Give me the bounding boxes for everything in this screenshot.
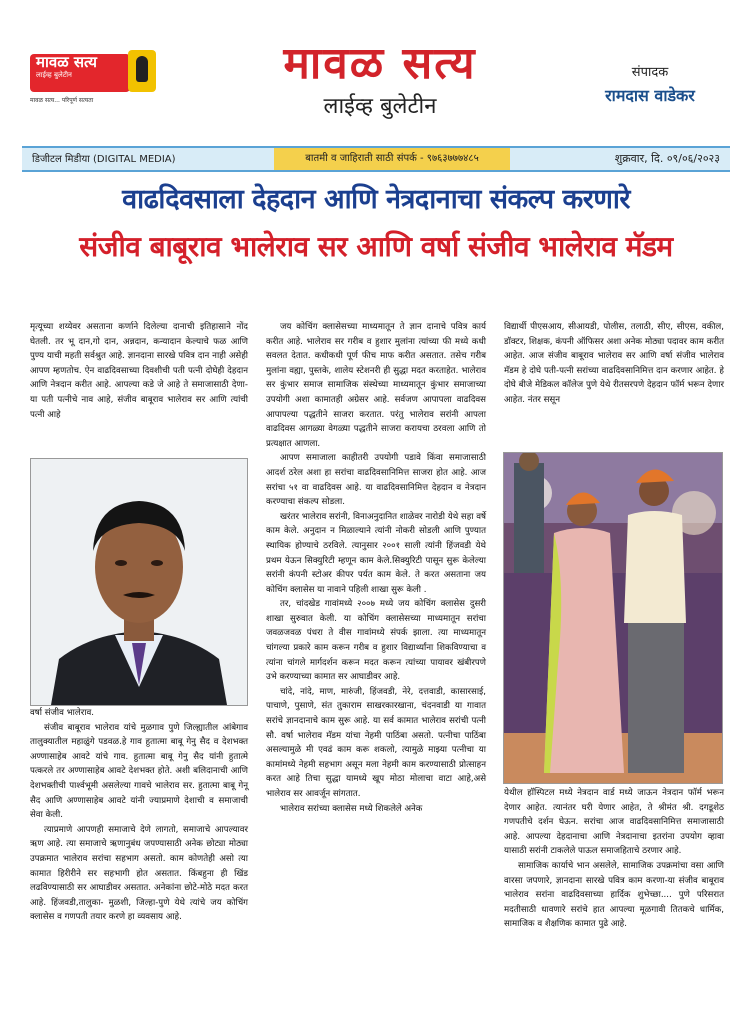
article-paragraph: विद्यार्थी पीएसआय, सीआयडी, पोलीस, तलाठी, सीए, सीएस, वकील, डॉक्टर, शिक्षक, कंपनी ऑफिसर अशा अनेक मोठ्या पदावर काम करीत आहेत. आज संजीव बाबूराव भालेराव सर आणि वर्षा संजीव भालेराव मॅडम हे दोघे पती-पत्नी सरांच्या वाढदिवसानिमित्त दान करणार आहेत. हे दोघे बीजे मेडिकल कॉलेज पुणे येथे रीतसरपणे देहदान फॉर्म भरून देणार आहेत. नंतर ससून <box>504 322 724 405</box>
article-column-2 <box>266 320 486 816</box>
article-paragraph: मृत्यूच्या शय्येवर असताना कर्णाने दिलेल्या दानाची इतिहासाने नोंद घेतली. तर भू दान,गो दान, अन्नदान, कन्यादान केल्याचे फळ आणि पुण्य याची महती सर्वश्रुत आहे. ज्ञानदाना सारखे पवित्र दान नाही असेही आपण म्हणतोच. ऐन वाढदिवसाच्या दिवशीची पती पत्नी दोघेही देहदान आणि नेत्रदान करीत आहे. आपल्या कडे जे आहे ते समाजासाठी देणा-या पती पत्नीचे नाव आहे, संजीव बाबूराव भालेराव सर आणि त्यांची पत्नी आहे <box>30 322 248 420</box>
digital-media-label: डिजीटल मिडीया (DIGITAL MEDIA) <box>32 154 176 165</box>
contact-info: बातमी व जाहिराती साठी संपर्क - ९७६३७७७४८५ <box>274 148 510 170</box>
article-paragraph: भालेराव सरांच्या क्लासेस मध्ये शिकलेले अनेक <box>280 803 423 814</box>
article-column-1-bottom <box>30 706 248 925</box>
article-column-1-top <box>30 320 248 422</box>
headline-line-1: वाढदिवसाला देहदान आणि नेत्रदानाचा संकल्प करणारे <box>122 184 630 215</box>
headline-line-2: संजीव बाबूराव भालेराव सर आणि वर्षा संजीव भालेराव मॅडम <box>79 230 673 263</box>
article-paragraph: आपण समाजाला काहीतरी उपयोगी पडावे किंवा समाजासाठी आदर्श ठरेल अशा हा सरांचा वाढदिवसानिमित्त साजरा होत आहे. आज सरांचा ५१ वा वाढदिवस आहे. या वाढदिवसानिमित्त देहदान व नेत्रदान करण्याचा संकल्प सोडला. <box>266 453 486 508</box>
logo-subtitle: लाईव्ह बुलेटीन <box>36 71 72 79</box>
masthead-title: मावळ सत्य <box>283 38 477 89</box>
article-column-3-bottom <box>504 786 724 932</box>
article-paragraph: खरंतर भालेराव सरांनी, विनाअनुदानित शाळेवर नारोडी येथे सहा वर्षे काम केले. अनुदान न मिळाल्याने त्यांनी नोकरी सोडली आणि पुण्यात स्थायिक होण्याचे ठरविले. त्यानुसार २००१ साली त्यांनी हिंजवडी येथे प्रथम येऊन सिक्युरिटी म्हणून काम केले.सिक्युरिटी पासून सुरू केलेल्या सरांनी कंपनी स्टोअर कीपर पर्यत काम केले. ते करत असताना जय कोचिंग क्लासेस या नावाने पहिली शाखा सुरू केली . <box>266 511 486 595</box>
logo-text <box>36 54 130 80</box>
article-paragraph: तर, चांदखेड गावांमध्ये २००७ मध्ये जय कोचिंग क्लासेस दुसरी शाखा सुरुवात केली. या कोचिंग क्लासेसच्या माध्यमातून सरांचा जवळजवळ पंधरा ते वीस गावांमध्ये संपर्क झाला. त्या माध्यमातून चांगल्या प्रकारे काम करून गरीब व हुशार विद्यार्थ्यांना शिकविण्याचा व त्यांना चांगले मार्गदर्शन करून मदत करून त्यांच्या पायावर खंबीरपणे उभे करण्याच्या कामात सर आघाडीवर आहे. <box>266 599 486 683</box>
issue-date: शुक्रवार, दि. ०९/०६/२०२३ <box>614 152 720 165</box>
logo-tagline: मावळ सत्य... परिपूर्ण सत्यता <box>30 97 94 104</box>
article-paragraph: त्याप्रमाणे आपणही समाजाचे देणे लागतो, समाजाचे आपल्यावर ऋण आहे. त्या समाजाचे ऋणानुबंध जपण्यासाठी अनेक छोट्या मोठ्या उपक्रमात भालेराव सरांचा सहभाग असतो. काम कोणतेही असो त्या कामात हिरीरीने सर सहभागी होत असतात. किंबहुना ही खिंड लढविण्यासाठी सर आघाडीवर असतात. अनेकांना छोटे-मोठे मदत करत आहे. हिंजवडी,तालुका- मुळशी, जिल्हा-पुणे येथे त्यांचे जय कोचिंग क्लासेस व गणपती तयार करणे हा व्यवसाय आहे. <box>30 824 248 923</box>
article-paragraph: संजीव बाबूराव भालेराव यांचे मुळगाव पुणे जिल्ह्यातील आंबेगाव तालुक्यातील महाळुंगे पडवळ.हे गाव हुतात्मा बाबू गेनु सैद व देशभक्त अण्णासाहेब आवटे यांचे गाव. हुतात्मा बाबू गेनु सैद यांनी हुतात्मे पत्करले तर अण्णासाहेब आवटे देशभक्त होते. अशी बलिदानाची आणि देशभक्तीची पार्श्वभूमी असलेल्या गावचे भालेराव सर. हुतात्मा बाबू गेनू सैद आणि अण्णासाहेब आवटे यांनी ज्याप्रमाणे देशाची व समाजाची सेवा केली. <box>30 722 248 821</box>
editor-name: रामदास वाडेकर <box>605 86 695 105</box>
portrait-photo <box>30 458 248 706</box>
article-paragraph: चांदे, नांदे, माण, मारुंजी, हिंजवडी, नेरे, दत्तवाडी, कासारसाई, पाचाणे, पुसाणे, संत तुकाराम साखरकारखाना, चंदनवाडी या गावात सरांचे ज्ञानदानाचे काम सुरू आहे. या सर्व कामात भालेराव सरांची पत्नी सौ. वर्षा भालेराव मॅडम यांचा नेहमी पाठिंबा असतो. पत्नीचा पाठिंबा असल्यामुळे मी एवढं काम करू शकलो, त्यामुळे माझ्या पत्नीचा या कामांमध्ये नेहमी सहभाग असून मला नेहमी काम करण्यासाठी प्रोत्साहन करत आहे तिचा सुद्धा यामध्ये खूप मोठा मोलाचा वाटा आहे,असे भालेराव सर आवर्जून सांगतात. <box>266 686 486 799</box>
info-bar <box>22 146 730 172</box>
article-paragraph: सामाजिक कार्याचे भान असलेले, सामाजिक उपक्रमांचा वसा आणि वारसा जपणारे, ज्ञानदाना सारखे पवित्र काम करणा-या संजीव बाबूराव भालेराव सरांना वाढदिवसाच्या हार्दिक शुभेच्छा.... पुणे परिसरात मदतीसाठी धावणारे सरांचे हात आपल्या मूळगावी तितकचे धार्मिक, सामाजिक व शैक्षणिक कामात पुढे आहे. <box>504 860 724 930</box>
masthead-subtitle: लाईव्ह बुलेटीन <box>323 94 437 119</box>
logo-title: मावळ सत्य <box>36 53 98 71</box>
couple-illustration <box>504 453 722 783</box>
microphone-icon <box>136 56 148 82</box>
article-paragraph: वर्षा संजीव भालेराव. <box>30 708 94 718</box>
portrait-illustration <box>31 459 247 705</box>
article-column-3-top <box>504 320 724 408</box>
publication-logo <box>30 46 154 108</box>
editor-label: संपादक <box>631 65 669 80</box>
couple-photo <box>503 452 723 784</box>
article-paragraph: येथील हॉस्पिटल मध्ये नेत्रदान वार्ड मध्ये जाऊन नेत्रदान फॉर्म भरून देणार आहेत. त्यानंतर घरी येणार आहेत, ते श्रीमंत श्री. दगडूशेठ गणपतीचे दर्शन घेऊन. सरांचा आज वाढदिवसानिमित्त समाजासाठी आहे. आपल्या देहदानाचा आणि नेत्रदानाचा इतरांना उपयोग व्हावा यासाठी सरांनी टाकलेले पाऊल समाजहिताचे ठरणार आहे. <box>504 788 724 857</box>
article-paragraph: जय कोचिंग क्लासेसच्या माध्यमातून ते ज्ञान दानाचे पवित्र कार्य करीत आहे. भालेराव सर गरीब व हुशार मुलांना त्यांच्या फी मध्ये कधी सवलत देतात. कधीकधी पूर्ण फीच माफ करीत असतात. तसेच गरीब मुलांना वह्या, पुस्तके, शालेय स्टेशनरी ही सुद्धा मदत करताहेत. भालेराव सर कुंभार समाज सामाजिक संस्थेच्या माध्यमातून कुंभार समाजाच्या उपयोगी अशा कामातही अग्रेसर आहे. सर्वजण आपापला वाढदिवस आपापल्या पद्धतीने साजरा करतात. परंतु भालेराव सरांनी आपला वाढदिवस आगळ्या वेगळ्या पद्धतीने साजरा करायचा ठरवला आणि तो प्रत्यक्षात आणला. <box>266 322 486 449</box>
